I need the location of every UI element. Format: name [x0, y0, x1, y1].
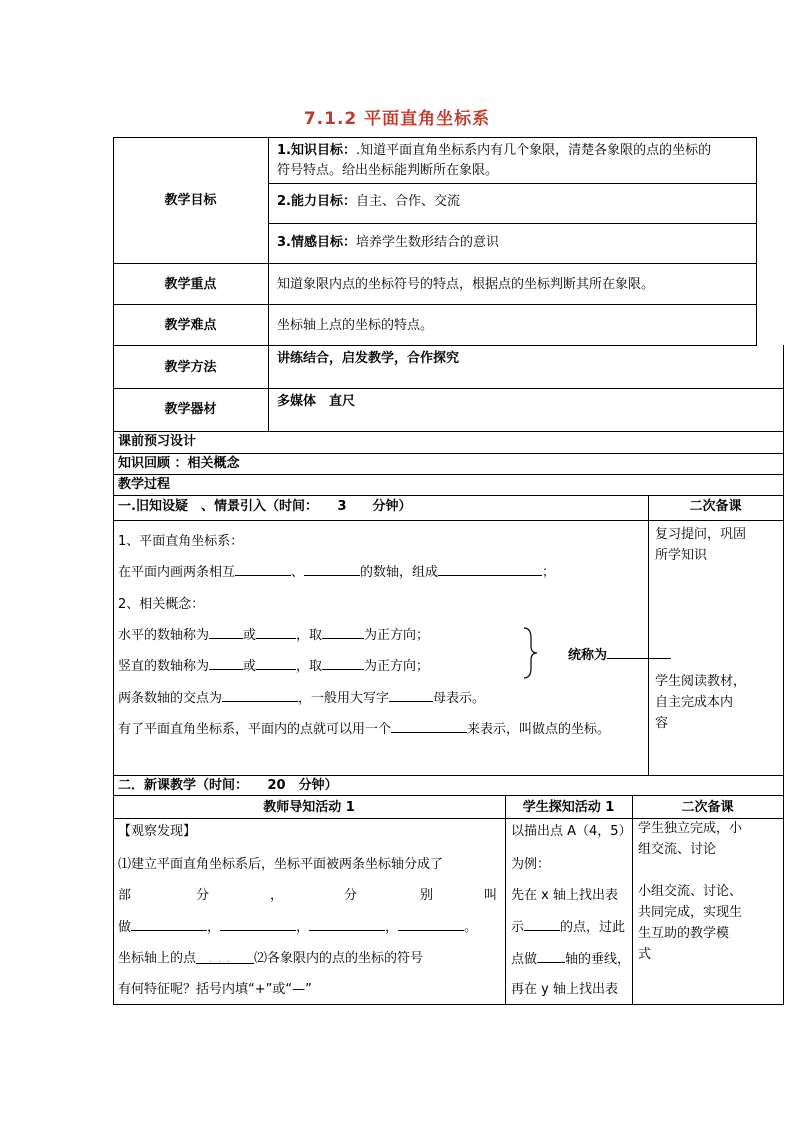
student-line-6: 再在 y 轴上找出表	[511, 982, 618, 997]
equipment-text: 多媒体 直尺	[277, 394, 356, 409]
emotion-goal-label: 3.情感目标：	[277, 235, 356, 250]
blank	[389, 689, 433, 702]
section1-line-5	[118, 657, 429, 676]
blank	[235, 563, 291, 576]
l5-text-c: ，取	[296, 659, 323, 674]
t4-text-a: 坐标轴上的点	[118, 951, 197, 966]
l4-text-c: ，取	[296, 628, 323, 643]
blank	[391, 720, 467, 733]
review-heading: 知识回顾 ：相关概念	[118, 456, 240, 471]
l2-text-b: 、	[291, 565, 305, 580]
teacher-line-1: ⑴建立平面直角坐标系后，坐标平面被两条坐标轴分成了	[118, 857, 444, 872]
t2-char: ，	[270, 888, 284, 903]
section1-notes-header: 二次备课	[689, 499, 742, 514]
blank	[256, 626, 296, 639]
l4-text-a: 水平的数轴称为	[118, 628, 210, 643]
section1-note-1b: 所学知识	[655, 548, 708, 563]
section1-line-2	[118, 563, 555, 582]
blank	[309, 918, 385, 931]
l6-text-c: 母表示。	[433, 691, 486, 706]
section1-note-1a: 复习提问，巩固	[655, 527, 747, 542]
preview-heading: 课前预习设计	[118, 434, 197, 449]
section1-line-6	[118, 689, 485, 708]
l4-text-b: 或	[243, 628, 257, 643]
observe-heading: 【观察发现】	[118, 824, 197, 839]
equipment-label: 教学器材	[164, 402, 217, 417]
student-activity-header: 学生探知活动 1	[522, 800, 615, 815]
blank	[209, 626, 243, 639]
section2-note-6: 式	[638, 947, 652, 962]
t3-text-b: ，	[207, 920, 221, 935]
s5-text-b: 轴的垂线，	[565, 952, 631, 967]
student-line-4	[511, 918, 625, 937]
s4-text-a: 示	[511, 920, 525, 935]
knowledge-goal-label: 1.知识目标：	[277, 143, 356, 158]
l6-text-b: ，一般用大写字	[298, 691, 390, 706]
difficulty-text: 坐标轴上点的坐标的特点。	[277, 318, 434, 333]
teacher-line-5: 有何特征呢？括号内填“+”或“—”	[118, 982, 312, 997]
knowledge-goal-line-2: 符号特点。给出坐标能判断所在象限。	[277, 163, 499, 178]
l2-text-d: ；	[542, 565, 556, 580]
blank	[322, 657, 364, 670]
s5-text-a: 点做	[511, 952, 538, 967]
goals-label: 教学目标	[164, 193, 217, 208]
s4-text-b: 的点，过此	[560, 920, 626, 935]
blank	[131, 918, 207, 931]
blank	[524, 918, 560, 931]
blank	[222, 689, 298, 702]
process-heading: 教学过程	[118, 477, 171, 492]
blank	[209, 657, 243, 670]
student-line-3: 先在 x 轴上找出表	[511, 888, 618, 903]
t4-text-c: ⑵各象限内的点的坐标的符号	[254, 951, 424, 966]
teacher-line-4	[118, 950, 423, 968]
section1-note-2a: 学生阅读教材，	[655, 674, 747, 689]
section1-line-7	[118, 720, 610, 739]
section2-note-5: 生互助的教学模	[638, 926, 730, 941]
blank	[438, 563, 542, 576]
t3-text-d: ，	[385, 920, 399, 935]
blank	[256, 657, 296, 670]
ability-goal-label: 2.能力目标：	[277, 194, 356, 209]
blank	[537, 950, 565, 963]
section1-note-2b: 自主完成本内	[655, 695, 734, 710]
section1-note-2c: 容	[655, 716, 669, 731]
page-title: 7.1.2 平面直角坐标系	[303, 109, 491, 129]
blank	[322, 626, 364, 639]
t2-char: 叫	[484, 888, 498, 903]
ability-goal	[277, 193, 460, 211]
student-line-1: 以描出点 A（4，5）	[511, 824, 632, 839]
t2-char: 部	[118, 888, 132, 903]
student-line-5	[511, 950, 630, 969]
knowledge-goal-line-1	[277, 142, 711, 160]
curly-brace-icon	[520, 626, 540, 680]
blank	[304, 563, 360, 576]
section2-note-1: 学生独立完成，小	[638, 821, 743, 836]
method-text: 讲练结合，启发教学，合作探究	[277, 351, 460, 366]
l2-text-c: 的数轴，组成	[360, 565, 439, 580]
ability-goal-text: 自主、合作、交流	[355, 194, 460, 209]
section1-line-1: 1、平面直角坐标系：	[118, 534, 244, 549]
blank	[220, 918, 296, 931]
student-line-2: 为例：	[511, 857, 551, 872]
collective-label: 统称为	[568, 648, 608, 663]
section2-note-2: 组交流、讨论	[638, 842, 717, 857]
emotion-goal-text: 培养学生数形结合的意识	[355, 235, 499, 250]
t2-char: 分	[196, 888, 210, 903]
l7-text-a: 有了平面直角坐标系，平面内的点就可以用一个	[118, 722, 392, 737]
key-point-label: 教学重点	[164, 277, 217, 292]
l6-text-a: 两条数轴的交点为	[118, 691, 223, 706]
t4-dotted-blank: ．．．	[196, 951, 254, 964]
l5-text-a: 竖直的数轴称为	[118, 659, 210, 674]
emotion-goal	[277, 234, 499, 252]
l5-text-d: 为正方向；	[364, 659, 430, 674]
collective-term	[568, 646, 671, 665]
section1-line-4	[118, 626, 429, 645]
section2-header: 二．新课教学（时间： 20 分钟）	[118, 778, 338, 793]
section1-header: 一.旧知设疑 、情景引入（时间： 3 分钟）	[118, 499, 412, 514]
blank	[607, 646, 671, 659]
t2-char: 分	[344, 888, 358, 903]
section1-line-3: 2、相关概念：	[118, 597, 205, 612]
section2-note-4: 共同完成，实现生	[638, 905, 743, 920]
method-label: 教学方法	[164, 360, 217, 375]
key-point-text: 知道象限内点的坐标符号的特点，根据点的坐标判断其所在象限。	[277, 277, 655, 292]
teacher-activity-header: 教师导知活动 1	[263, 800, 355, 815]
section2-notes-header: 二次备课	[681, 800, 734, 815]
t3-text-c: ，	[296, 920, 310, 935]
knowledge-goal-text: .知道平面直角坐标系内有几个象限，清楚各象限的点的坐标的	[355, 143, 712, 158]
l7-text-b: 来表示，叫做点的坐标。	[467, 722, 611, 737]
t2-char: 别	[420, 888, 434, 903]
difficulty-label: 教学难点	[164, 318, 217, 333]
t3-text-e: 。	[464, 920, 478, 935]
l5-text-b: 或	[243, 659, 257, 674]
t3-text-a: 做	[118, 920, 132, 935]
section2-note-3: 小组交流、讨论、	[638, 884, 743, 899]
l2-text-a: 在平面内画两条相互	[118, 565, 236, 580]
blank	[398, 918, 464, 931]
teacher-line-3	[118, 918, 477, 937]
l4-text-d: 为正方向；	[364, 628, 430, 643]
